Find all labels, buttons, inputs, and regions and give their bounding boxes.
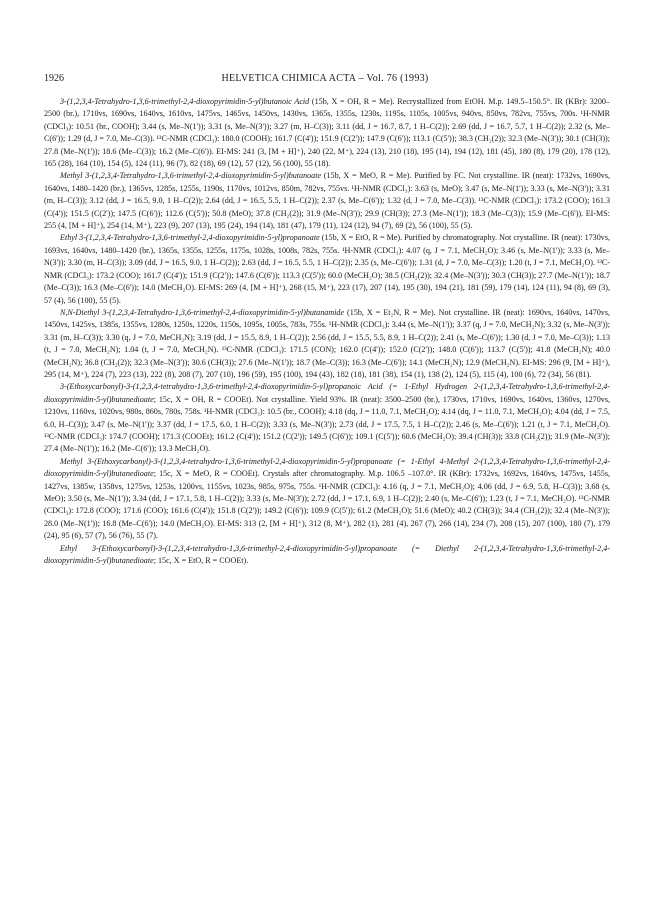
compound-name: N,N-Diethyl 3-(1,2,3,4-Tetrahydro-1,3,6-trimethyl-2,4-dioxopyrimidin-5-yl)butanamide	[60, 307, 345, 317]
compound-name: 3-(1,2,3,4-Tetrahydro-1,3,6-trimethyl-2,4-dioxopyrimidin-5-yl)butanoic Acid	[60, 97, 310, 106]
journal-title: HELVETICA CHIMICA ACTA – Vol. 76 (1993)	[221, 73, 429, 84]
paragraph-15b-diethylamide	[44, 307, 610, 381]
paragraph-15c-ethyl-ester	[44, 543, 610, 568]
compound-name: Ethyl 3-(Ethoxycarbonyl)-3-(1,2,3,4-tetrahydro-1,3,6-trimethyl-2,4-dioxopyrimidin-5-yl)propanoate (= Diethyl 2-(1,2,3,4-Tetrahydro-1,3,6-trimethyl-2,4-dioxopyrimidin-5-yl)butanedioate	[44, 543, 610, 566]
running-header	[44, 72, 606, 86]
paragraph-15b-acid	[44, 96, 610, 170]
compound-data: (15b, X = OH, R = Me). Recrystallized from EtOH. M.p. 149.5–150.5°. IR (KBr): 3200–2500 (br.), 1710vs, 1690vs, 1640vs, 1610vs, 1475vs, 1465vs, 1450vs, 1430vs, 1365s, 1355s, 1230s, 1195s, 1105s, 1005vs, 940vs, 850vs, 782vs, 755vs, 700s. ¹H-NMR (CDCl₃): 10.51 (br., COOH); 3.44 (s, Me–N(1')); 3.31 (s, Me–N(3')); 3.27 (m, H–C(3)); 3.11 (dd, J = 16.7, 8.7, 1 H–C(2)); 2.69 (dd, J = 16.7, 5.7, 1 H–C(2)); 2.32 (s, Me–C(6')); 1.29 (d, J = 7.0, Me–C(3)). ¹³C-NMR (CDCl₃): 180.0 (COOH); 161.7 (C(4')); 151.9 (C(2')); 147.9 (C(6')); 113.1 (C(5')); 38.3 (CH₂(2)); 32.3 (Me–N(3')); 30.1 (CH(3)); 27.8 (Me–N(1')); 18.6 (Me–C(3)); 16.2 (Me–C(6')). EI-MS: 241 (3, [M + H]⁺), 240 (22, M⁺), 224 (13), 210 (18), 195 (14), 194 (12), 181 (45), 180 (8), 179 (20), 178 (12), 165 (28), 164 (10), 154 (5), 124 (11), 96 (7), 82 (18), 69 (12), 57 (12), 56 (100), 55 (18).	[44, 97, 610, 169]
compound-name: 3-(Ethoxycarbonyl)-3-(1,2,3,4-tetrahydro-1,3,6-trimethyl-2,4-dioxopyrimidin-5-yl)propanoic Acid (= 1-Ethyl Hydrogen 2-(1,2,3,4-Tetrahydro-1,3,6-trimethyl-2,4-dioxopyrimidin-5-yl)butanedioate	[44, 382, 610, 404]
compound-name: Methyl 3-(Ethoxycarbonyl)-3-(1,2,3,4-tetrahydro-1,3,6-trimethyl-2,4-dioxopyrimidin-5-yl)propanoate (= 1-Ethyl 4-Methyl 2-(1,2,3,4-Tetrahydro-1,3,6-trimethyl-2,4-dioxopyrimidin-5-yl)butanedioate	[44, 456, 610, 479]
paragraph-15b-ethyl-ester	[44, 232, 610, 306]
compound-data: (15b, X = Et₂N, R = Me). Not crystalline. IR (neat): 1690vs, 1640vs, 1470vs, 1450vs, 1425vs, 1385s, 1355vs, 1280s, 1250s, 1220s, 1150s, 1095s, 1005s, 783s, 755s. ¹H-NMR (CDCl₃): 3.44 (s, Me–N(1')); 3.37 (q, J = 7.0, MeCH₂N); 3.32 (s, Me–N(3')); 3.31 (m, H–C(3)); 3.30 (q, J = 7.0, MeCH₂N); 3.19 (dd, J = 15.5, 8.9, 1 H–C(2)); 2.56 (dd, J = 15.5, 5.5, 8.9, 1 H–C(2)); 2.41 (s, Me–C(6')); 1.30 (d, J = 7.0, Me–C(3)); 1.13 (t, J = 7.0, MeCH₂N); 1.04 (t, J = 7.0, MeCH₂N). ¹³C-NMR (CDCl₃): 171.5 (CON); 162.0 (C(4')); 152.0 (C(2')); 148.0 (C(6')); 113.7 (C(5')); 41.8 (MeCH₂N); 40.0 (MeCH₂N); 36.8 (CH₂(2)); 32.3 (Me–N(3')); 30.6 (CH(3)); 27.6 (Me–N(1')); 18.7 (Me–C(3)); 16.3 (Me–C(6')); 14.1 (MeCH₂N); 12.9 (MeCH₂N). EI-MS: 296 (9, [M + H]⁺), 295 (14, M⁺), 224 (7), 223 (13), 222 (8), 208 (7), 207 (10), 196 (59), 195 (100), 194 (43), 182 (18), 181 (38), 154 (1), 138 (2), 124 (5), 115 (4), 100 (6), 72 (34), 56 (81).	[44, 307, 610, 379]
compound-name: Methyl 3-(1,2,3,4-Tetrahydro-1,3,6-trimethyl-2,4-dioxopyrimidin-5-yl)butanoate	[60, 171, 322, 181]
compound-data: ; 15c, X = OH, R = COOEt). Not crystalline. Yield 93%. IR (neat): 3500–2500 (br.), 1730vs, 1710vs, 1690vs, 1640vs, 1360vs, 1270vs, 1210vs, 1160vs, 1020vs, 980s, 860s, 780s, 758s. ¹H-NMR (CDCl₃): 10.5 (br., COOH); 4.18 (dq, J = 11.0, 7.1, MeCH₂O); 4.14 (dq, J = 11.0, 7.1, MeCH₂O); 4.04 (dd, J = 7.5, 6.0, H–C(3)); 3.47 (s, Me–N(1')); 3.37 (dd, J = 17.5, 6.0, 1 H–C(2)); 3.33 (s, Me–N(3')); 2.73 (dd, J = 17.5, 7.5, 1 H–C(2)); 2.46 (s, Me–C(6')); 1.21 (t, J = 7.1, MeCH₂O). ¹³C-NMR (CDCl₃): 174.7 (COOH); 171.3 (COOEt); 161.2 (C(4')); 151.2 (C(2')); 149.5 (C(6')); 109.1 (C(5')); 60.6 (MeCH₂O); 39.4 (CH(3)); 33.8 (CH₂(2)); 31.9 (Me–N(3')); 27.4 (Me–N(1')); 16.2 (Me–C(6')); 13.3 MeCH₂O).	[44, 394, 610, 454]
compound-name: Ethyl 3-(1,2,3,4-Tetrahydro-1,3,6-trimethyl-2,4-dioxopyrimidin-5-yl)propanoate	[60, 233, 320, 243]
compound-data: ; 15c, X = EtO, R = COOEt).	[153, 556, 249, 566]
compound-data: (15b, X = MeO, R = Me). Purified by FC. Not crystalline. IR (neat): 1732vs, 1690vs, 1640vs, 1480–1420 (br.), 1365vs, 1285s, 1255s, 1190s, 1170vs, 1012vs, 850m, 782vs, 755vs. ¹H-NMR (CDCl₃): 3.63 (s, MeO); 3.47 (s, Me–N(1')); 3.33 (s, Me–N(3')); 3.31 (m, H–C(3)); 3.12 (dd, J = 16.5, 9.0, 1 H–C(2)); 2.64 (dd, J = 16.5, 5.5, 1 H–C(2)); 2.37 (s, Me–C(6')); 1.32 (d, J = 7.0, Me–C(3)). ¹³C-NMR (CDCl₃): 173.2 (COO); 161.3 (C(4')); 151.5 (C(2')); 147.5 (C(6')); 112.6 (C(5')); 50.8 (MeO); 37.8 (CH₂(2)); 31.9 (Me–N(3')); 29.9 (CH(3)); 27.3 (Me–N(1')); 18.3 (Me–C(3)); 15.9 (Me–C(6')). EI-MS: 255 (4, [M + H]⁺), 254 (14, M⁺), 223 (9), 207 (13), 195 (24), 194 (14), 181 (47), 179 (11), 124 (12), 94 (7), 69 (2), 56 (100), 55 (5).	[44, 171, 610, 231]
paragraph-15c-methyl-ester	[44, 456, 610, 543]
compound-data: (15b, X = EtO, R = Me). Purified by chromatography. Not crystalline. IR (neat): 1730vs, 1693vs, 1640vs, 1480–1420 (br.), 1365s, 1355s, 1255s, 1175s, 1028s, 1008s, 782s, 755s. ¹H-NMR (CDCl₃): 4.07 (q, J = 7.1, MeCH₂O); 3.46 (s, Me–N(1')); 3.33 (s, Me–N(3')); 3.30 (m, H–C(3)); 3.09 (dd, J = 16.5, 9.0, 1 H–C(2)); 2.63 (dd, J = 16.5, 5.5, 1 H–C(2)); 2.35 (s, Me–C(6')); 1.31 (d, J = 7.0, Me–C(3)); 1.20 (t, J = 7.1, MeCH₂O). ¹³C-NMR (CDCl₃): 173.2 (COO); 161.7 (C(4')); 151.9 (C(2')); 147.6 (C(6')); 113.3 (C(5')); 60.0 (MeCH₂O); 38.5 (CH₂(2)); 32.4 (Me–N(3')); 30.3 (CH(3)); 27.7 (Me–N(1')); 18.7 (Me–C(3)); 16.3 (Me–C(6')); 14.0 (MeCH₂O). EI-MS: 269 (4, [M + H]⁺), 268 (15, M⁺), 223 (17), 207 (14), 195 (30), 194 (21), 181 (59), 179 (14), 124 (11), 94 (8), 69 (3), 57 (4), 56 (100), 55 (5).	[44, 233, 610, 305]
experimental-text	[44, 96, 610, 567]
paragraph-15b-methyl-ester	[44, 170, 610, 232]
page-number: 1926	[44, 73, 64, 84]
paragraph-15c-acid	[44, 381, 610, 455]
compound-data: ; 15c, X = MeO, R = COOEt). Crystals after chromatography. M.p. 106.5 –107.0°. IR (KBr): 1732vs, 1692vs, 1640vs, 1475vs, 1455s, 1427vs, 1385w, 1358vs, 1275vs, 1253s, 1200vs, 1155vs, 1023s, 985s, 975s, 755s. ¹H-NMR (CDCl₃): 4.16 (q, J = 7.1, MeCH₂O); 4.06 (dd, J = 6.9, 5.8, H–C(3)); 3.68 (s, MeO); 3.50 (s, Me–N(1')); 3.34 (dd, J = 17.1, 5.8, 1 H–C(2)); 3.33 (s, Me–N(3')); 2.72 (dd, J = 17.1, 6.9, 1 H–C(2)); 2.40 (s, Me–C(6')); 1.23 (t, J = 7.1, MeCH₂O). ¹³C-NMR (CDCl₃): 172.8 (COO); 171.6 (COO); 161.6 (C(4')); 151.8 (C(2')); 149.2 (C(6')); 109.9 (C(5')); 61.2 (MeCH₂O); 51.6 (MeO); 40.2 (CH(3)); 34.4 (CH₂(2)); 32.4 (Me–N(3')); 28.0 (Me–N(1')); 16.8 (Me–C(6')); 14.0 (MeCH₂O). EI-MS: 313 (2, [M + H]⁺), 312 (8, M⁺), 282 (1), 281 (4), 267 (7), 266 (14), 234 (7), 208 (15), 207 (100), 180 (7), 179 (24), 95 (6), 57 (7), 56 (76), 55 (7).	[44, 469, 610, 541]
